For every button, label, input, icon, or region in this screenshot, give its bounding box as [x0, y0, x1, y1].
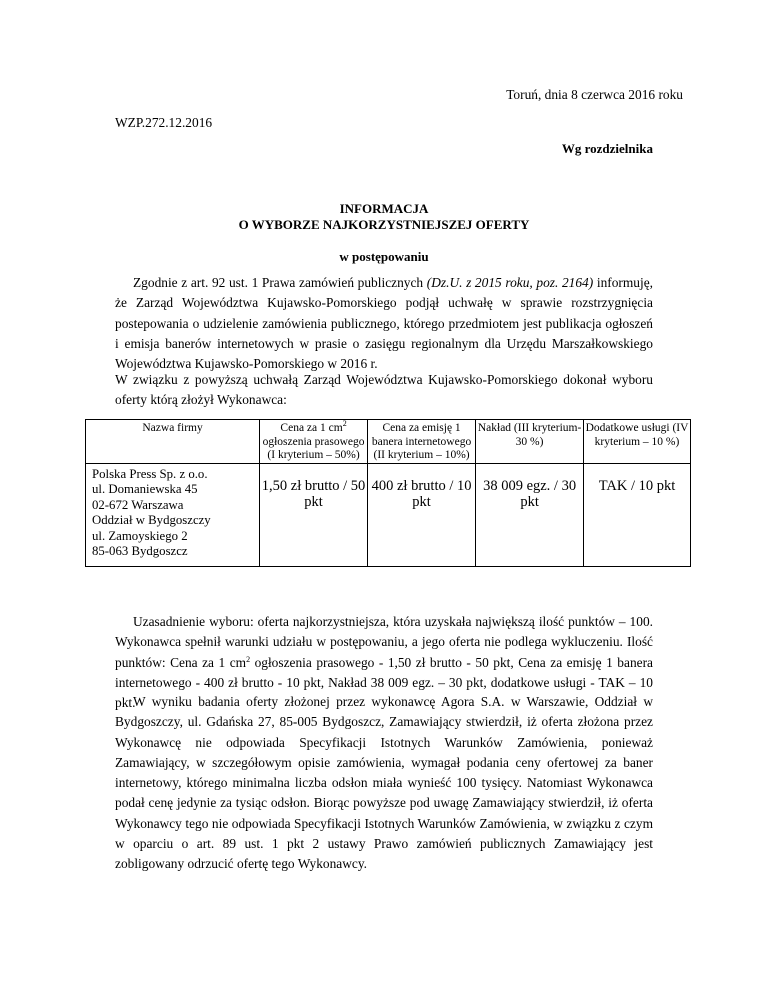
firm-line: 85-063 Bydgoszcz: [92, 544, 188, 558]
document-title: INFORMACJA: [339, 201, 429, 216]
firm-line: 02-672 Warszawa: [92, 497, 184, 512]
header-emission: Cena za emisję 1 banera internetowego (II kryterium – 10%): [367, 420, 475, 464]
addressee: Wg rozdzielnika: [561, 141, 653, 156]
date-line: Toruń, dnia 8 czerwca 2016 roku: [506, 87, 683, 102]
value-extra-services: TAK / 10 pkt: [584, 463, 691, 566]
document-subtitle: w postępowaniu: [339, 249, 429, 264]
document-title-line2: O WYBORZE NAJKORZYSTNIEJSZEJ OFERTY: [238, 217, 530, 232]
offer-table: [85, 419, 691, 567]
legal-citation: (Dz.U. z 2015 roku, poz. 2164): [426, 275, 594, 290]
value-emission: 400 zł brutto / 10 pkt: [367, 463, 475, 566]
paragraph-rejection: W wyniku badania oferty złożonej przez wykonawcę Agora S.A. w Warszawie, Oddział w Bydgoszczy, ul. Gdańska 27, 85-005 Bydgoszcz, Zamawiający stwierdził, iż oferta złożona przez Wykonawcę nie odpowiada Specyfikacji Istotnych Warunków Zamówienia, ponieważ Zamawiający, w szczegółowym opisie zamówienia, wymagał podania ceny ofertowej za baner internetowy, którego minimalna liczba odsłon miała wynieść 100 tysięcy. Natomiast Wykonawca podał cenę jedynie za tysiąc odsłon. Biorąc powyższe pod uwagę Zamawiający stwierdził, iż oferta Wykonawcy tego nie odpowiada Specyfikacji Istotnych Warunków Zamówienia, w związku z czym w oparciu o art. 89 ust. 1 pkt 2 ustawy Prawo zamówień publicznych Zamawiający jest zobligowany odrzucić ofertę tego Wykonawcy.: [115, 694, 653, 872]
value-circulation: 38 009 egz. / 30 pkt: [476, 463, 584, 566]
value-price-area: 1,50 zł brutto / 50 pkt: [260, 463, 368, 566]
paragraph-justification-start: Uzasadnienie wyboru: oferta najkorzystniejsza, która uzyskała największą ilość punktów – 100. Wykonawca spełnił warunki udziału w postępowaniu, a jego oferta nie podlega wykluczeniu. Ilość punktów: Cena za 1 cm: [115, 614, 653, 670]
paragraph-legal-basis: [115, 273, 653, 374]
paragraph-legal-basis-start: Zgodnie z art. 92 ust. 1 Prawa zamówień publicznych: [133, 275, 427, 290]
firm-line: Polska Press Sp. z o.o.: [92, 466, 208, 481]
firm-line: ul. Domaniewska 45: [92, 482, 198, 496]
header-price-area: [260, 420, 368, 464]
paragraph-selection-intro: W związku z powyższą uchwałą Zarząd Województwa Kujawsko-Pomorskiego dokonał wyboru oferty którą złożył Wykonawca:: [115, 372, 653, 408]
table-header-row: [86, 420, 691, 464]
header-firm-name: Nazwa firmy: [86, 420, 260, 464]
paragraph-legal-basis-end: informuję, że Zarząd Województwa Kujawsko-Pomorskiego podjął uchwałę w sprawie rozstrzygnięcia postepowania o udzielenie zamówienia publicznego, którego przedmiotem jest publikacja ogłoszeń i emisja banerów internetowych w prasie o zasięgu regionalnym dla Urzędu Marszałkowskiego Województwa Kujawsko-Pomorskiego w 2016 r.: [115, 275, 654, 372]
header-price-area-text-2: ogłoszenia prasowego (I kryterium – 50%): [262, 435, 365, 461]
header-price-area-text: Cena za 1 cm: [280, 422, 343, 434]
superscript-2: 2: [342, 419, 347, 428]
header-circulation: Nakład (III kryterium-30 %): [476, 420, 584, 464]
firm-line: ul. Zamoyskiego 2: [92, 528, 188, 543]
firm-address: [86, 463, 260, 566]
superscript-2: 2: [246, 654, 251, 664]
firm-line: Oddział w Bydgoszczy: [92, 513, 211, 527]
header-extra-services: Dodatkowe usługi (IV kryterium – 10 %): [584, 420, 691, 464]
paragraph-justification-end: ogłoszenia prasowego - 1,50 zł brutto - 50 pkt, Cena za emisję 1 banera internetowego - 400 zł brutto - 10 pkt, Nakład 38 009 egz. – 30 pkt, dodatkowe usługi - TAK – 10 pkt.: [115, 654, 653, 711]
reference-number: WZP.272.12.2016: [115, 115, 213, 130]
table-row: [86, 463, 691, 566]
